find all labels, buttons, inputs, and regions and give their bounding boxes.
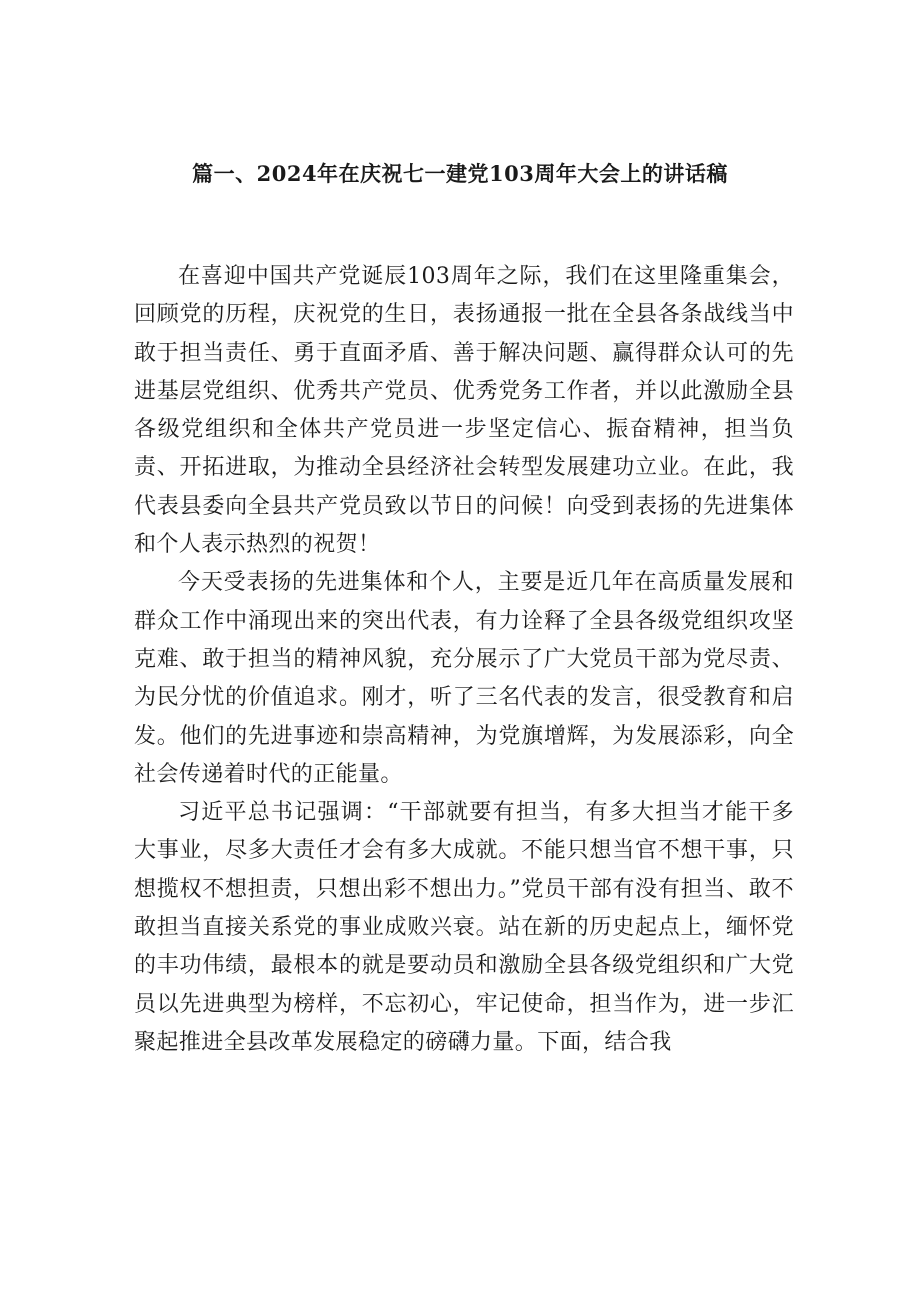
document-body (134, 258, 794, 1062)
document-title: 篇一、2024年在庆祝七一建党103周年大会上的讲话稿 (192, 161, 728, 186)
paragraph-2: 今天受表扬的先进集体和个人，主要是近几年在高质量发展和群众工作中涌现出来的突出代表，有力诠释了全县各级党组织攻坚克难、敢于担当的精神风貌，充分展示了广大党员干部为党尽责、为民分忧的价值追求。刚才，听了三名代表的发言，很受教育和启发。他们的先进事迹和崇高精神，为党旗增辉，为发展添彩，向全社会传递着时代的正能量。 (134, 570, 794, 787)
paragraph-3: 习近平总书记强调：“干部就要有担当，有多大担当才能干多大事业，尽多大责任才会有多大成就。不能只想当官不想干事，只想揽权不想担责，只想出彩不想出力。”党员干部有没有担当、敢不敢担当直接关系党的事业成败兴衰。站在新的历史起点上，缅怀党的丰功伟绩，最根本的就是要动员和激励全县各级党组织和广大党员以先进典型为榜样，不忘初心，牢记使命，担当作为，进一步汇聚起推进全县改革发展稳定的磅礴力量。下面，结合我 (134, 800, 794, 1055)
paragraph-1: 在喜迎中国共产党诞辰103周年之际，我们在这里隆重集会，回顾党的历程，庆祝党的生日，表扬通报一批在全县各条战线当中敢于担当责任、勇于直面矛盾、善于解决问题、赢得群众认可的先进基层党组织、优秀共产党员、优秀党务工作者，并以此激励全县各级党组织和全体共产党员进一步坚定信心、振奋精神，担当负责、开拓进取，为推动全县经济社会转型发展建功立业。在此，我代表县委向全县共产党员致以节日的问候！向受到表扬的先进集体和个人表示热烈的祝贺！ (134, 264, 794, 558)
